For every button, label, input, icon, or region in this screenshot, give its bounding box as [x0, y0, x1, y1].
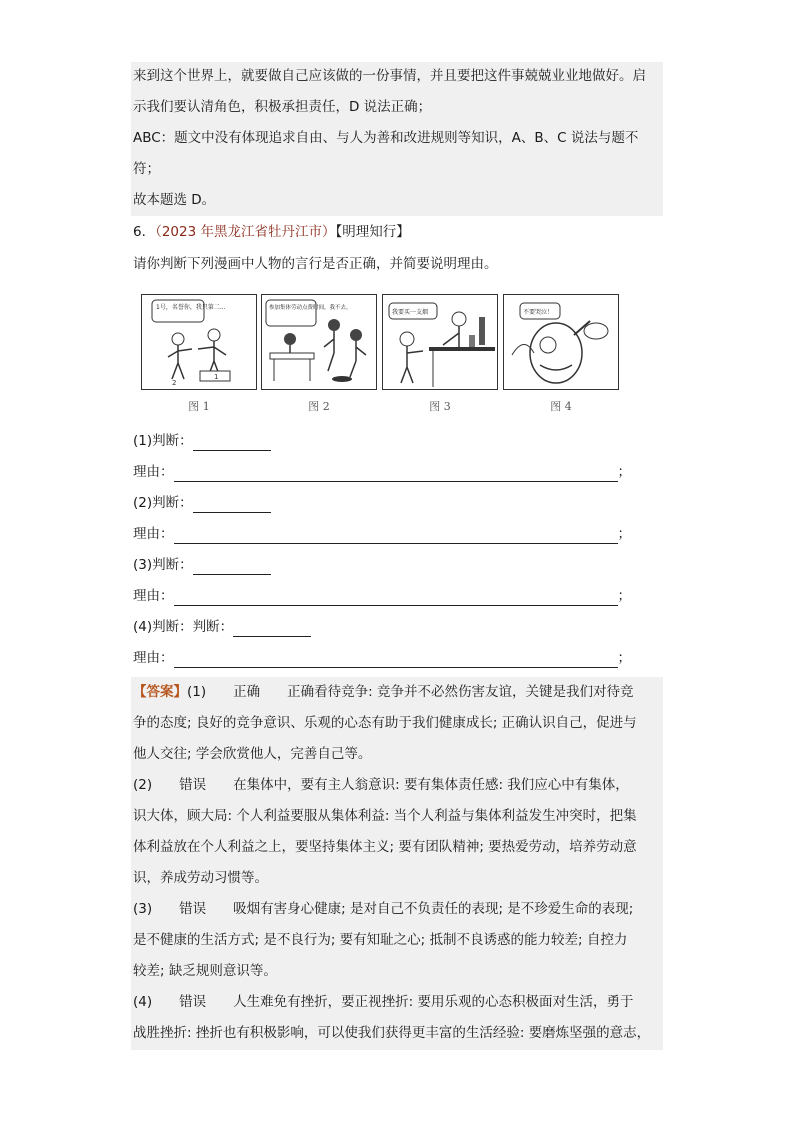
- reason-end-1: ；: [617, 464, 631, 480]
- judge-line-2: [133, 493, 271, 513]
- prev-explanation-line-2: 示我们要认清角色，积极承担责任，D 说法正确；: [133, 99, 432, 115]
- comic-panel-3-bubble: 我要买一支烟: [392, 309, 429, 316]
- question-number: 6．: [133, 224, 156, 240]
- question-prompt: 请你判断下列漫画中人物的言行是否正确，并简要说明理由。: [133, 256, 498, 272]
- comic-panel-4-drawing: [504, 295, 617, 388]
- comic-caption-3: 图 3: [429, 400, 451, 413]
- answer-line-12: 战胜挫折: 挫折也有积极影响，可以使我们获得更丰富的生活经验: 要磨炼坚强的意志，: [133, 1025, 651, 1041]
- judge-blank-1[interactable]: [193, 435, 271, 451]
- answer-line-6: 体利益放在个人利益之上，要坚持集体主义; 要有团队精神; 要热爱劳动，培养劳动意: [133, 839, 637, 855]
- comic-caption-1: 图 1: [188, 400, 210, 413]
- reason-label-3: 理由：: [133, 588, 174, 604]
- answer-line-3: 他人交往; 学会欣赏他人，完善自己等。: [133, 746, 372, 762]
- question-source: （2023 年黑龙江省牡丹江市）: [155, 224, 336, 240]
- prev-explanation-line-3: ABC：题文中没有体现追求自由、与人为善和改进规则等知识，A、B、C 说法与题不: [133, 130, 639, 146]
- reason-label-1: 理由：: [133, 464, 174, 480]
- comic-panel-4-bubble: 不要哭泣！: [523, 309, 554, 316]
- judge-label-3: (3)判断：: [133, 557, 193, 573]
- answer-line-2: 争的态度; 良好的竞争意识、乐观的心态有助于我们健康成长; 正确认识自己，促进与: [133, 715, 637, 731]
- comic-panel-2: [261, 294, 377, 390]
- comic-panel-1-drawing: [142, 295, 255, 388]
- comic-panel-1-bubble: 1号，名誉你，我只第二...: [156, 304, 226, 311]
- prev-explanation-line-1: 来到这个世界上，就要做自己应该做的一份事情，并且要把这件事兢兢业业地做好。启: [133, 68, 646, 84]
- reason-blank-1[interactable]: [174, 466, 618, 482]
- comic-panel-2-bubble: 参加集体劳动点费时间，我不去。: [269, 305, 352, 311]
- judge-line-3: [133, 555, 271, 575]
- reason-blank-3[interactable]: [174, 590, 618, 606]
- judge-blank-4[interactable]: [233, 621, 311, 637]
- comic-caption-4: 图 4: [550, 400, 572, 413]
- reason-end-4: ；: [617, 650, 631, 666]
- answer-tag: 【答案】: [133, 684, 187, 700]
- reason-blank-4[interactable]: [174, 652, 618, 668]
- answer-line-1: [133, 682, 633, 702]
- prev-explanation-line-4: 符；: [133, 161, 160, 177]
- answer-line-9: 是不健康的生活方式; 是不良行为; 要有知耻之心; 抵制不良诱惑的能力较差; 自控力: [133, 932, 628, 948]
- answer-line-7: 识，养成劳动习惯等。: [133, 870, 268, 886]
- judge-label-4: (4)判断：判断：: [133, 619, 234, 635]
- answer-line-8: (3) 错误 吸烟有害身心健康; 是对自己不负责任的表现; 是不珍爱生命的表现;: [133, 901, 634, 917]
- reason-label-4: 理由：: [133, 650, 174, 666]
- judge-blank-2[interactable]: [193, 497, 271, 513]
- answer-line-10: 较差; 缺乏规则意识等。: [133, 963, 277, 979]
- reason-blank-2[interactable]: [174, 528, 618, 544]
- answer-line-1-text: (1) 正确 正确看待竞争: 竞争并不必然伤害友谊，关键是我们对待竞: [187, 684, 634, 700]
- reason-end-2: ；: [617, 526, 631, 542]
- question-heading: [133, 222, 410, 242]
- comic-panel-3: [382, 294, 498, 390]
- answer-line-5: 识大体，顾大局: 个人利益要服从集体利益: 当个人利益与集体利益发生冲突时，把集: [133, 808, 637, 824]
- comic-panel-4: [503, 294, 619, 390]
- reason-end-3: ；: [617, 588, 631, 604]
- reason-line-2: [133, 524, 631, 544]
- reason-label-2: 理由：: [133, 526, 174, 542]
- judge-line-1: [133, 431, 271, 451]
- prev-explanation-line-5: 故本题选 D。: [133, 192, 216, 208]
- comic-panel-1: [141, 294, 257, 390]
- comic-strip: [141, 294, 619, 414]
- reason-line-4: [133, 648, 631, 668]
- judge-label-1: (1)判断：: [133, 433, 193, 449]
- comic-caption-2: 图 2: [308, 400, 330, 413]
- question-tag: 【明理知行】: [335, 224, 410, 240]
- judge-line-4: [133, 617, 311, 637]
- answer-line-4: (2) 错误 在集体中，要有主人翁意识: 要有集体责任感: 我们应心中有集体，: [133, 777, 629, 793]
- svg-text:2: 2: [172, 379, 177, 387]
- judge-label-2: (2)判断：: [133, 495, 193, 511]
- reason-line-3: [133, 586, 631, 606]
- answer-line-11: (4) 错误 人生难免有挫折，要正视挫折: 要用乐观的心态积极面对生活，勇于: [133, 994, 634, 1010]
- svg-text:1: 1: [214, 373, 219, 381]
- judge-blank-3[interactable]: [193, 559, 271, 575]
- comic-panel-2-drawing: [262, 295, 375, 388]
- reason-line-1: [133, 462, 631, 482]
- comic-panel-3-drawing: [383, 295, 496, 388]
